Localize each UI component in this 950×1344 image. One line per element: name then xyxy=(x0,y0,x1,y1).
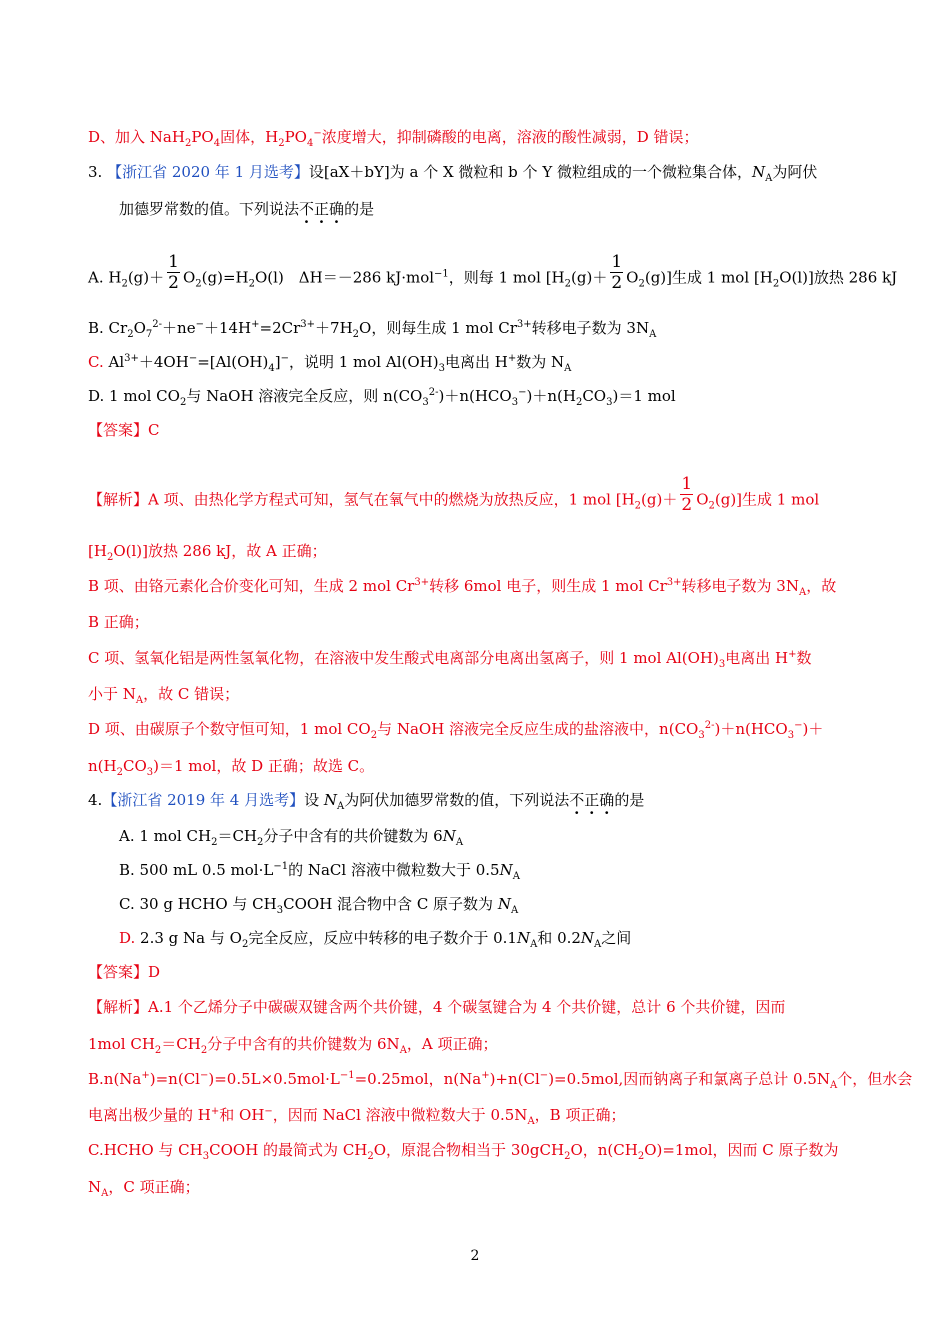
q3-answer: 【答案】C xyxy=(88,421,160,439)
q3-explanation-2: $[H_2O(l)]$放热 286 kJ，故 A 正确； xyxy=(88,542,327,563)
q4-explanation-6: $N_A$，C 项正确； xyxy=(88,1178,200,1199)
q3-option-d: D. 1 mol $CO_2$与 NaOH 溶液完全反应，则 $n(CO_3^{2-})+n(HCO_3^-)+n(H_2CO_3)=1$ mol xyxy=(88,387,676,408)
q3-explanation-6: 小于 $N_A$，故 C 错误； xyxy=(88,685,240,706)
q4-stem: 4.【浙江省 2019 年 4 月选考】设 $N_A$为阿伏加德罗常数的值，下列说法不正确的是 xyxy=(88,791,645,812)
fraction-half: $\frac{1}{2}$ xyxy=(681,474,693,515)
fraction-half: $\frac{1}{2}$ xyxy=(611,252,623,293)
q3-explanation-3: B 项、由铬元素化合价变化可知，生成 2 mol $Cr^{3+}$转移 6mol 电子，则生成 1 mol $Cr^{3+}$转移电子数为 $3N_A$，故 xyxy=(88,577,837,598)
q3-explanation-4: B 正确； xyxy=(88,613,149,631)
q4-option-a: A. 1 mol $CH_2=CH_2$分子中含有的共价键数为 $6N_A$ xyxy=(119,827,464,848)
q2-explanation-d: D、加入 $NaH_2PO_4$固体，$H_2PO_4^-$浓度增大，抑制磷酸的电离，溶液的酸性减弱，D 错误； xyxy=(88,128,699,149)
q4-option-b: B. 500 mL 0.5 $mol\cdot L^{-1}$的 NaCl 溶液中微粒数大于 $0.5N_A$ xyxy=(119,861,520,882)
q3-option-b: B. $Cr_2O_7^{2-}+ne^-+14H^+=2Cr^{3+}+7H_2O$，则每生成 1 mol $Cr^{3+}$转移电子数为 $3N_A$ xyxy=(88,319,657,340)
fraction-half: $\frac{1}{2}$ xyxy=(168,252,179,293)
q4-option-c: C. 30 g HCHO 与 $CH_3COOH$ 混合物中含 C 原子数为 $N_A$ xyxy=(119,895,519,916)
q3-explanation-7: D 项、由碳原子个数守恒可知，1 mol $CO_2$与 NaOH 溶液完全反应生成的盐溶液中，$n(CO_3^{2-})+n(HCO_3^-)+$ xyxy=(88,720,824,741)
q4-option-d: D. 2.3 g Na 与 $O_2$完全反应，反应中转移的电子数介于 $0.1N_A$和 $0.2N_A$之间 xyxy=(119,929,632,950)
q3-stem-line1: 3. 【浙江省 2020 年 1 月选考】设[aX＋bY]为 a 个 X 微粒和 b 个 Y 微粒组成的一个微粒集合体，$N_A$为阿伏 xyxy=(88,163,818,184)
q3-explanation-5: C 项、氢氧化铝是两性氢氧化物，在溶液中发生酸式电离部分电离出氢离子，则 1 mol $Al(OH)_3$电离出 H+数 xyxy=(88,649,812,670)
q4-explanation-2: 1mol $CH_2=CH_2$分子中含有的共价键数为 $6N_A$，A 项正确； xyxy=(88,1035,498,1056)
q4-explanation-1: 【解析】A.1 个乙烯分子中碳碳双键含两个共价键，4 个碳氢键合为 4 个共价键，总计 6 个共价键，因而 xyxy=(88,998,786,1016)
q4-explanation-4: 电离出极少量的 H+和 OH−，因而 NaCl 溶液中微粒数大于 $0.5N_A$，B 项正确； xyxy=(88,1106,626,1127)
q3-option-a: A. $H_2(g)+$ $\frac{1}{2}$ $O_2(g)=H_2O(l)$ ΔH＝－286 kJ·mol$^{-1}$，则每 1 mol [$H_2(g)+$ $\frac{1}{2}$ $O_2(g)$]生成 1 mol $[H_2O(l)]$放热 286 kJ xyxy=(88,252,898,293)
page-number: 2 xyxy=(470,1248,480,1264)
q3-source: 【浙江省 2020 年 1 月选考】 xyxy=(107,163,309,181)
q3-stem-line2: 加德罗常数的值。下列说法不正确的是 xyxy=(119,200,375,218)
q4-source: 【浙江省 2019 年 4 月选考】 xyxy=(102,791,305,809)
q3-explanation-8: $n(H_2CO_3)=1$ mol，故 D 正确；故选 C。 xyxy=(88,757,375,778)
q4-explanation-3: $B.n(Na^+)=n(Cl^-)=0.5L\times 0.5mol\cdot L^{-1}=0.25mol$，n(Na+)+n(Cl−)=0.5mol,因而钠离子和氯离子总计 $0.5N_A$个，但水会 xyxy=(88,1070,913,1091)
q4-answer: 【答案】D xyxy=(88,963,161,981)
q4-explanation-5: C.HCHO 与 $CH_3COOH$ 的最简式为 $CH_2O$，原混合物相当于 30gCH$_2$O，$n(CH_2O)=1mol$，因而 C 原子数为 xyxy=(88,1141,839,1162)
q3-option-c: C. $Al^{3+}+4OH^-=[Al(OH)_4]^-$，说明 1 mol $Al(OH)_3$电离出 H+数为 $N_A$ xyxy=(88,353,572,374)
q3-explanation-1: 【解析】A 项、由热化学方程式可知，氢气在氧气中的燃烧为放热反应，1 mol [$H_2(g)+$ $\frac{1}{2}$ $O_2(g)$]生成 1 mol xyxy=(88,474,820,515)
